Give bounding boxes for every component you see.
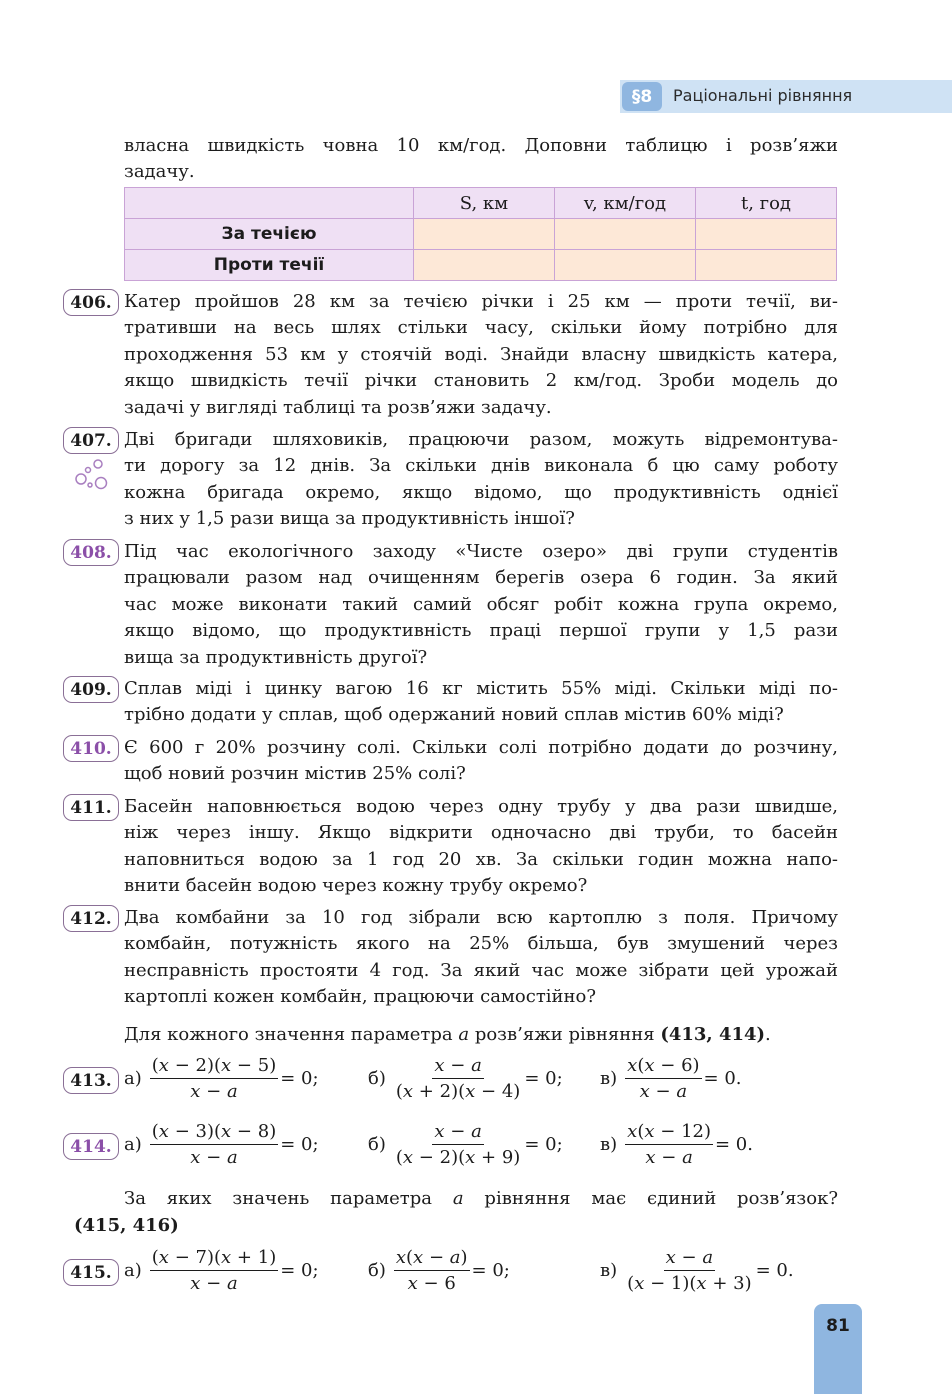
text-line: вища за продуктивність другої?	[124, 646, 428, 668]
section-badge: §8	[622, 82, 662, 111]
eq-label: а)	[124, 1260, 142, 1281]
eq-tail: = 0.	[703, 1068, 742, 1089]
table-corner-cell	[125, 188, 414, 219]
text-line: Під час екологічного заходу «Чисте озеро» дві групи студентів	[124, 541, 838, 562]
problem-number-409: 409.	[63, 676, 119, 703]
fraction	[150, 1121, 278, 1168]
instruction-text: розв’яжи рівняння	[469, 1024, 661, 1045]
text-line: Є 600 г 20% розчину солі. Скільки солі потрібно додати до розчину,	[124, 737, 838, 758]
denominator: x − a	[190, 1081, 238, 1102]
table-cell[interactable]	[696, 250, 837, 281]
instruction-text: Для кожного значення параметра	[124, 1024, 459, 1045]
eq-414-c	[600, 1121, 753, 1168]
eq-label: в)	[600, 1260, 618, 1281]
text-line: ніж через іншу. Якщо відкрити одночасно дві труби, то басейн	[124, 822, 838, 844]
eq-tail: = 0.	[755, 1260, 794, 1281]
instruction-text: За яких значень параметра	[124, 1188, 453, 1209]
problem-number-411: 411.	[63, 794, 119, 821]
table-cell[interactable]	[555, 250, 696, 281]
text-line: комбайн, потужність якого на 25% більша, був змушений через	[124, 933, 838, 955]
text-line: тративши на весь шлях стільки часу, скільки йому потрібно для	[124, 317, 838, 339]
eq-414-a	[124, 1121, 319, 1168]
table-cell[interactable]	[555, 219, 696, 250]
numerator: (x − 7)(x + 1)	[150, 1247, 278, 1271]
numerator: (x − 3)(x − 8)	[150, 1121, 278, 1145]
fraction	[625, 1247, 753, 1294]
denominator: x − 6	[407, 1273, 456, 1294]
denominator: x − a	[190, 1273, 238, 1294]
denominator: (x + 2)(x − 4)	[395, 1081, 521, 1102]
table-row-header-upstream: Проти течії	[125, 250, 414, 281]
eq-414-b	[368, 1121, 563, 1168]
eq-tail: = 0;	[524, 1134, 563, 1155]
eq-413-c	[600, 1055, 742, 1102]
text-line: несправність простояти 4 год. За який час може зібрати цей урожай	[124, 959, 838, 981]
eq-tail: = 0;	[280, 1068, 319, 1089]
text-line: якщо швидкість течії річки становить 2 км/год. Зроби модель до	[124, 370, 838, 392]
table-header-t: t, год	[696, 188, 837, 219]
problem-number-406: 406.	[63, 289, 119, 316]
problem-refs: (415, 416)	[74, 1215, 179, 1236]
eq-label: б)	[368, 1068, 386, 1089]
problem-number-415: 415.	[63, 1259, 119, 1286]
eq-tail: = 0;	[524, 1068, 563, 1089]
eq-label: а)	[124, 1134, 142, 1155]
instruction-text: рівняння має єдиний розв’язок?	[463, 1188, 838, 1209]
eq-tail: = 0;	[280, 1260, 319, 1281]
numerator: x(x − a)	[394, 1247, 470, 1271]
text-line: Басейн наповнюється водою через одну трубу у два рази швидше,	[124, 796, 838, 817]
page-number: 81	[826, 1316, 850, 1336]
instruction-415-416	[124, 1186, 838, 1212]
text-line: задачу.	[124, 161, 195, 183]
eq-tail: = 0;	[280, 1134, 319, 1155]
problem-number-412: 412.	[63, 905, 119, 932]
fraction	[625, 1055, 701, 1102]
parameter-symbol: a	[458, 1024, 470, 1045]
numerator: x − a	[432, 1055, 483, 1079]
text-line: наповниться водою за 1 год 20 хв. За скільки годин можна напо-	[124, 848, 838, 870]
text-line: кожна бригада окремо, якщо відомо, що продуктивність однієї	[124, 481, 838, 503]
eq-label: б)	[368, 1260, 386, 1281]
fraction	[394, 1121, 522, 1168]
numerator: x − a	[432, 1121, 483, 1145]
text-line: працювали разом над очищенням берегів озера 6 годин. За який	[124, 567, 838, 589]
eq-413-b	[368, 1055, 563, 1102]
problem-406-text	[124, 289, 838, 421]
fraction	[394, 1055, 522, 1102]
fraction	[394, 1247, 470, 1294]
problem-407-text	[124, 427, 838, 533]
numerator: x − a	[664, 1247, 715, 1271]
text-line: Дві бригади шляховиків, працюючи разом, можуть відремонтува-	[124, 429, 838, 450]
numerator: (x − 2)(x − 5)	[150, 1055, 278, 1079]
text-line: ти дорогу за 12 днів. За скільки днів виконала б цю саму роботу	[124, 455, 838, 477]
eq-tail: = 0.	[715, 1134, 753, 1155]
table-cell[interactable]	[696, 219, 837, 250]
problem-412-text	[124, 905, 838, 1011]
problem-409-text	[124, 676, 838, 729]
problem-refs: (413, 414)	[660, 1024, 766, 1045]
denominator: x − a	[190, 1147, 238, 1168]
numerator: x(x − 12)	[625, 1121, 713, 1145]
text-line: Сплав міді і цинку вагою 16 кг містить 55% міді. Скільки міді по-	[124, 678, 838, 699]
text-line: картоплі кожен комбайн, працюючи самостійно?	[124, 986, 597, 1008]
text-line: власна швидкість човна 10 км/год. Доповни таблицю і розв’яжи	[124, 135, 838, 156]
table-row-header-downstream: За течією	[125, 219, 414, 250]
denominator: (x − 1)(x + 3)	[627, 1273, 752, 1294]
intro-text	[124, 133, 838, 186]
problem-number-407: 407.	[63, 427, 119, 454]
problem-410-text	[124, 735, 838, 788]
bubbles-icon	[74, 458, 110, 492]
fraction	[625, 1121, 713, 1168]
numerator: x(x − 6)	[625, 1055, 701, 1079]
instruction-refs-line	[74, 1213, 179, 1239]
fraction	[150, 1247, 278, 1294]
problem-411-text	[124, 794, 838, 900]
text-line: якщо відомо, що продуктивність праці першої групи у 1,5 рази	[124, 620, 838, 642]
eq-tail: = 0;	[471, 1260, 510, 1281]
eq-label: в)	[600, 1134, 618, 1155]
fraction	[150, 1055, 278, 1102]
eq-label: б)	[368, 1134, 386, 1155]
section-title: Раціональні рівняння	[673, 86, 853, 105]
parameter-symbol: a	[452, 1188, 464, 1209]
problem-number-408: 408.	[63, 539, 119, 566]
text-line: внити басейн водою через кожну трубу окремо?	[124, 875, 588, 897]
problem-408-text	[124, 539, 838, 671]
text-line: трібно додати у сплав, щоб одержаний новий сплав містив 60% міді?	[124, 704, 784, 726]
table-header-v: v, км/год	[555, 188, 696, 219]
denominator: x − a	[639, 1081, 688, 1102]
text-line: Катер пройшов 28 км за течією річки і 25 км — проти течії, ви-	[124, 291, 838, 312]
table-cell[interactable]	[414, 219, 555, 250]
eq-label: в)	[600, 1068, 618, 1089]
table-header-s: S, км	[414, 188, 555, 219]
instruction-413-414	[124, 1022, 838, 1048]
text-line: Два комбайни за 10 год зібрали всю картоплю з поля. Причому	[124, 907, 838, 928]
text-line: проходження 53 км у стоячій воді. Знайди власну швидкість катера,	[124, 343, 838, 365]
problem-number-410: 410.	[63, 735, 119, 762]
text-line: з них у 1,5 рази вища за продуктивність іншої?	[124, 508, 575, 530]
denominator: (x − 2)(x + 9)	[395, 1147, 521, 1168]
eq-415-b	[368, 1247, 510, 1294]
text-line: час може виконати такий самий обсяг робіт кожна група окремо,	[124, 593, 838, 615]
eq-415-c	[600, 1247, 794, 1294]
text-line: щоб новий розчин містив 25% солі?	[124, 763, 466, 785]
eq-413-a	[124, 1055, 319, 1102]
speed-table	[124, 187, 837, 281]
denominator: x − a	[645, 1147, 693, 1168]
instruction-text: .	[765, 1024, 771, 1045]
eq-415-a	[124, 1247, 319, 1294]
text-line	[124, 1186, 838, 1212]
text-line: задачі у вигляді таблиці та розв’яжи задачу.	[124, 396, 552, 418]
table-cell[interactable]	[414, 250, 555, 281]
problem-number-414: 414.	[63, 1133, 119, 1160]
problem-number-413: 413.	[63, 1067, 119, 1094]
eq-label: а)	[124, 1068, 142, 1089]
